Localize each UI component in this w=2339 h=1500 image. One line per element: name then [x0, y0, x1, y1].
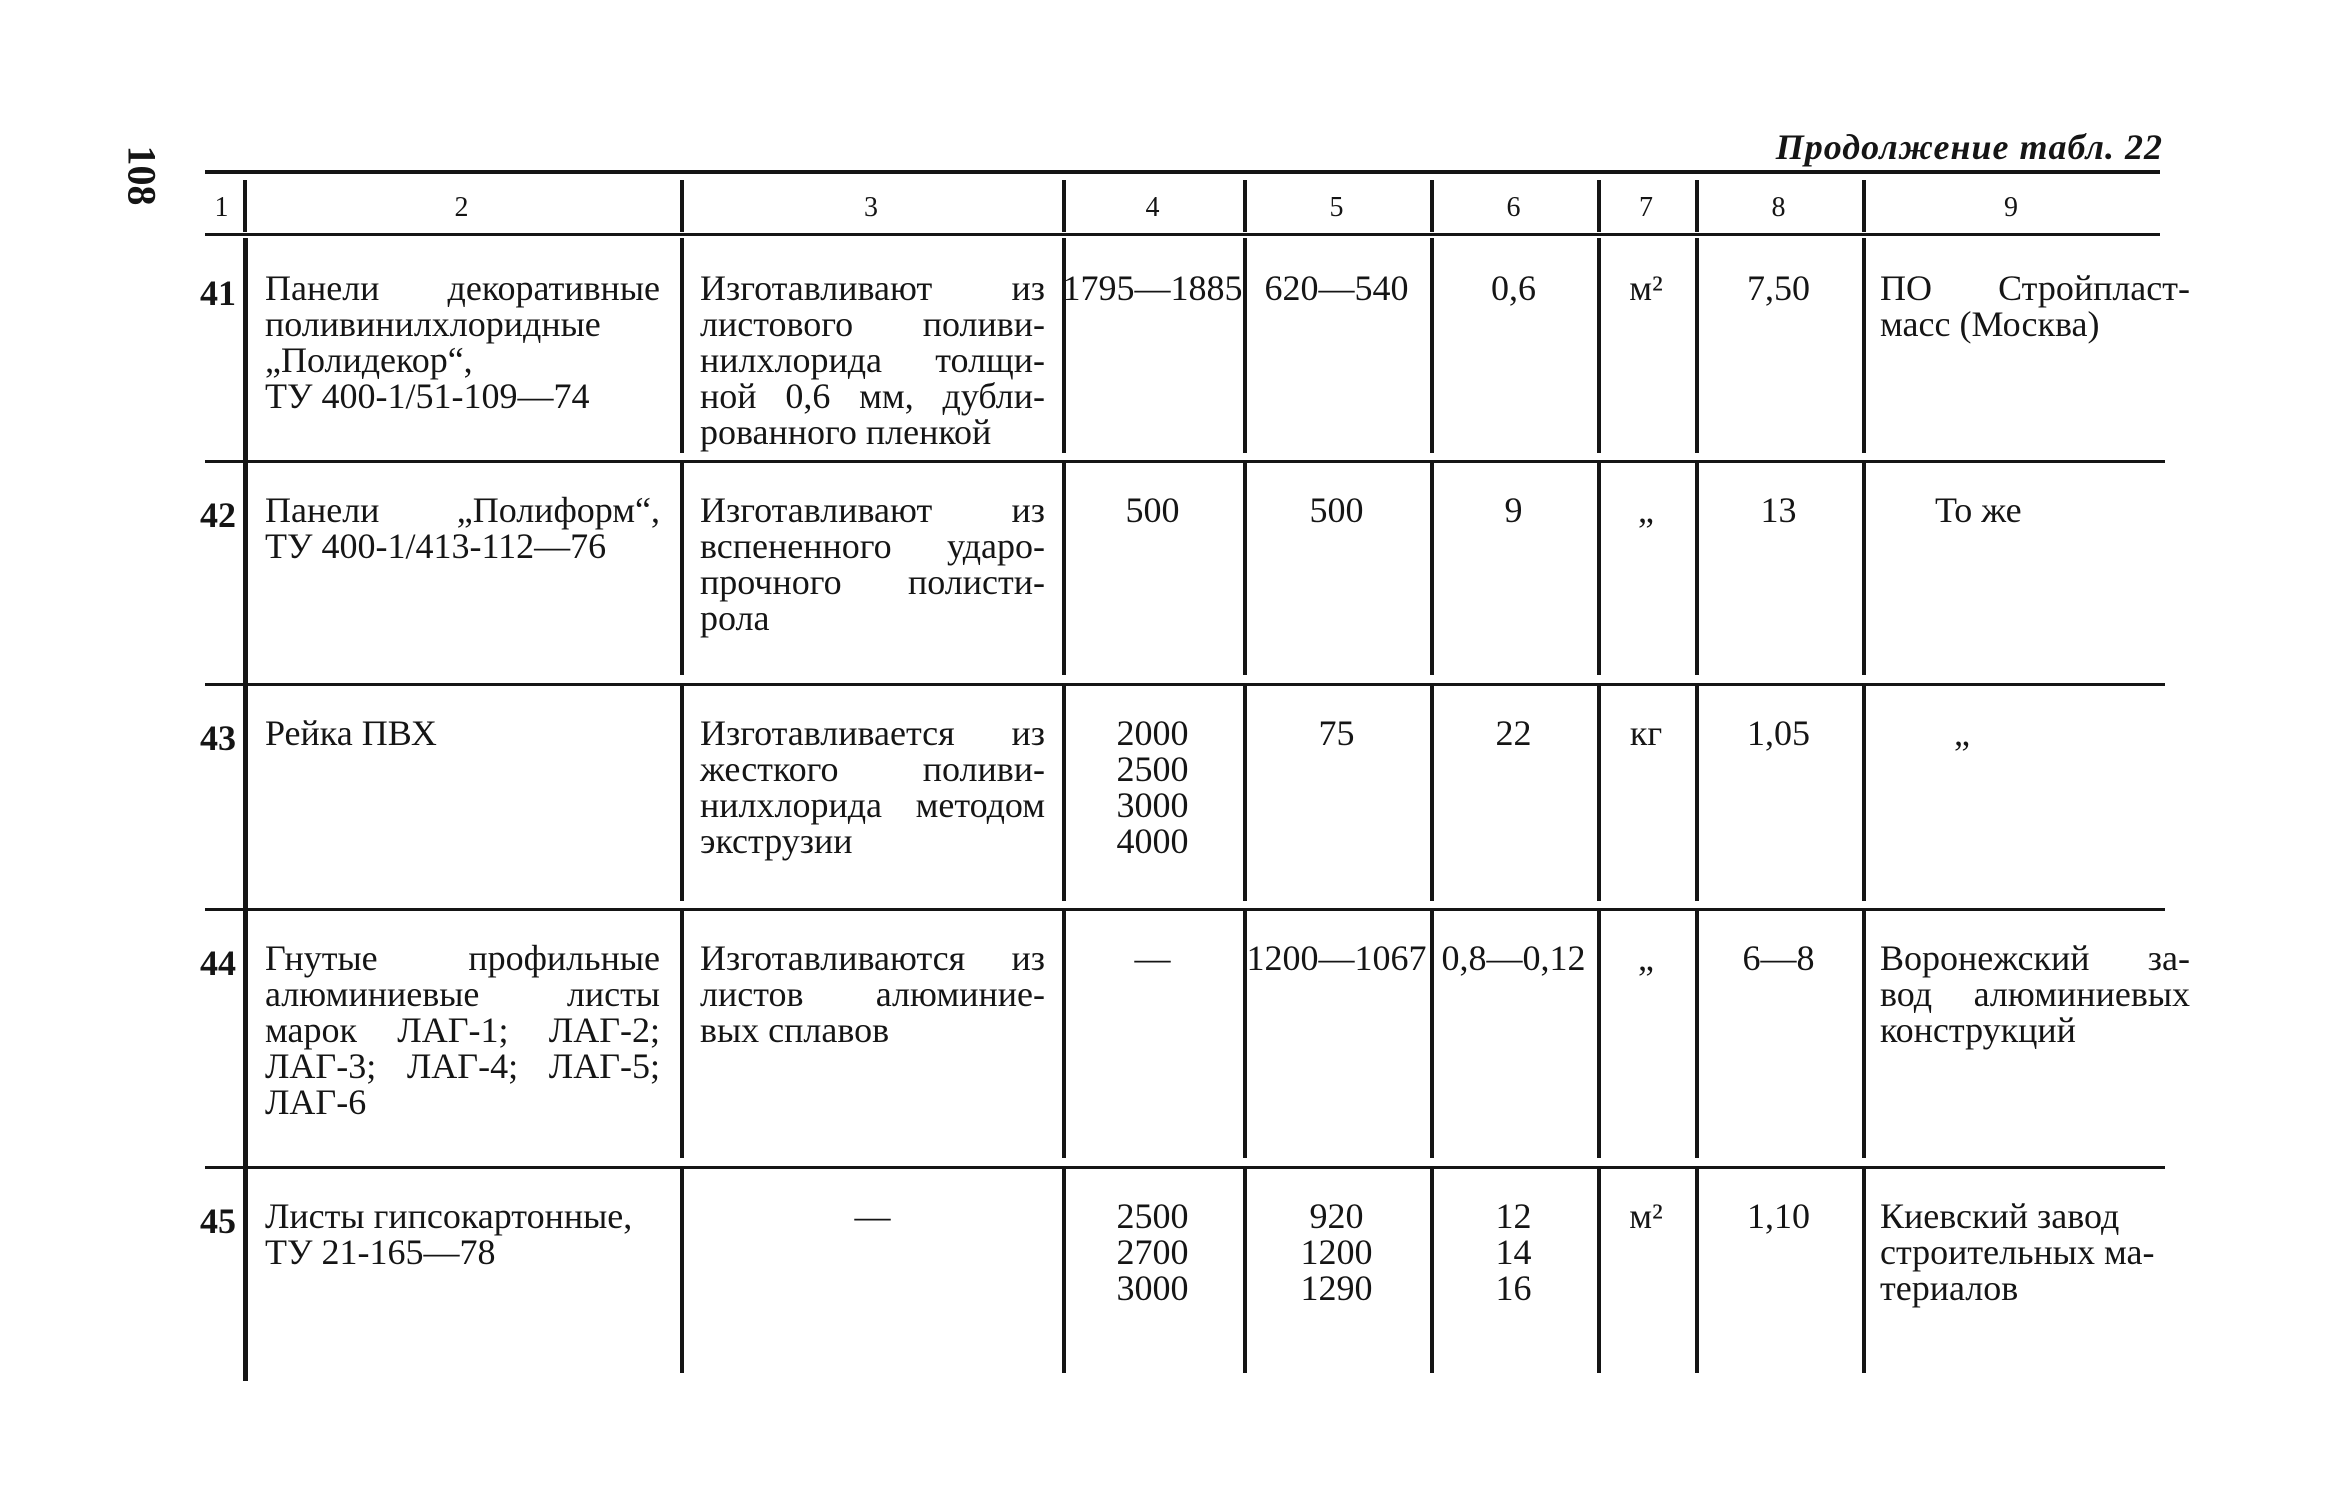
price: 1,05: [1747, 713, 1810, 753]
item-description-line: экструзии: [700, 821, 853, 861]
unit: кг: [1629, 713, 1663, 753]
dimension-length-line: 2500: [1116, 1196, 1189, 1236]
manufacturer-line: ПО Стройпласт-: [1880, 268, 2190, 308]
item-name-line: ТУ 400-1/51-109—74: [265, 376, 590, 416]
row-number: 43: [200, 718, 236, 758]
item-name-line: Панели „Полиформ“,: [265, 490, 660, 530]
dimension-thickness-line: 0,8—0,12: [1441, 938, 1586, 978]
column-divider: [1862, 908, 1866, 1158]
manufacturer-line: териалов: [1880, 1268, 2019, 1308]
dimension-length-line: 500: [1125, 490, 1180, 530]
item-name-line: Гнутые профильные: [265, 938, 660, 978]
column-header-5: 5: [1329, 192, 1344, 223]
dimension-length: [1062, 270, 1243, 306]
dimension-length-line: 3000: [1116, 785, 1189, 825]
dimension-length-line: 4000: [1116, 821, 1189, 861]
row-number: 45: [200, 1201, 236, 1241]
dimension-width-line: 1200: [1300, 1232, 1373, 1272]
dimension-thickness-line: 14: [1495, 1232, 1532, 1272]
item-description: [700, 492, 1045, 636]
column-divider: [243, 908, 248, 1166]
dimension-length-line: 2700: [1116, 1232, 1189, 1272]
dimension-thickness: [1430, 270, 1597, 306]
item-name-line: алюминиевые листы: [265, 974, 660, 1014]
dimension-width: [1243, 1198, 1430, 1306]
dimension-width-line: 1200—1067: [1246, 938, 1427, 978]
item-description-line: прочного полисти-: [700, 562, 1045, 602]
item-description-line: вспененного ударо-: [700, 526, 1045, 566]
table-top-rule: [205, 170, 2160, 174]
unit: м²: [1629, 1196, 1663, 1236]
item-name: [265, 1198, 660, 1270]
column-header-3: 3: [864, 192, 878, 223]
row-number: 44: [200, 943, 236, 983]
column-header-7: 7: [1639, 192, 1653, 223]
price: 6—8: [1742, 938, 1815, 978]
item-description-line: рола: [700, 598, 770, 638]
item-description-line: Изготавливают из: [700, 268, 1045, 308]
row-number: 42: [200, 495, 236, 535]
dimension-thickness: [1430, 940, 1597, 976]
item-name-line: „Полидекор“,: [265, 340, 473, 380]
column-divider: [1862, 238, 1866, 453]
manufacturer: [1880, 940, 2190, 1048]
row-separator: [205, 460, 2165, 463]
column-divider: [680, 238, 684, 453]
page-number: 108: [119, 145, 165, 206]
column-header-9: 9: [2004, 192, 2018, 223]
dimension-thickness-line: 16: [1495, 1268, 1532, 1308]
dimension-length-line: —: [1134, 938, 1171, 978]
item-description: [700, 1198, 1045, 1234]
dimension-width-line: 1290: [1300, 1268, 1373, 1308]
dimension-width-line: 920: [1309, 1196, 1364, 1236]
dimension-length: [1062, 715, 1243, 859]
item-description: [700, 270, 1045, 450]
item-name-line: ТУ 400-1/413-112—76: [265, 526, 607, 566]
dimension-width: [1243, 270, 1430, 306]
header-bottom-rule: [205, 233, 2160, 236]
manufacturer-line: конструкций: [1880, 1010, 2076, 1050]
item-description-line: нилхлорида методом: [700, 785, 1045, 825]
manufacturer-line: вод алюминиевых: [1880, 974, 2190, 1014]
column-divider: [680, 908, 684, 1158]
row-separator: [205, 908, 2165, 911]
dimension-thickness: [1430, 492, 1597, 528]
item-description-line: —: [854, 1196, 891, 1236]
column-header-6: 6: [1506, 192, 1521, 223]
dimension-width-line: 75: [1318, 713, 1355, 753]
dimension-width-line: 500: [1309, 490, 1364, 530]
item-name: [265, 492, 660, 564]
item-name-line: Листы гипсокартонные,: [265, 1196, 633, 1236]
dimension-thickness: [1430, 715, 1597, 751]
row-number: 41: [200, 273, 236, 313]
item-description: [700, 715, 1045, 859]
manufacturer: [1880, 270, 2190, 342]
column-header-1: 1: [214, 192, 229, 223]
item-description-line: рованного пленкой: [700, 412, 992, 452]
dimension-thickness-line: 12: [1495, 1196, 1532, 1236]
dimension-thickness-line: 0,6: [1491, 268, 1536, 308]
dimension-width-line: 620—540: [1264, 268, 1409, 308]
manufacturer: [1935, 492, 2245, 528]
column-divider: [1862, 460, 1866, 675]
item-name: [265, 940, 660, 1120]
column-header-2: 2: [454, 192, 469, 223]
manufacturer-line: То же: [1935, 490, 2022, 530]
item-name-line: марок ЛАГ-1; ЛАГ-2;: [265, 1010, 660, 1050]
item-name-line: Панели декоративные: [265, 268, 660, 308]
item-description-line: листового поливи-: [700, 304, 1045, 344]
unit: „: [1638, 490, 1654, 530]
dimension-length-line: 2500: [1116, 749, 1189, 789]
dimension-length-line: 3000: [1116, 1268, 1189, 1308]
column-divider: [1862, 1166, 1866, 1373]
price: 13: [1760, 490, 1797, 530]
dimension-length-line: 1795—1885: [1062, 268, 1243, 308]
dimension-length-line: 2000: [1116, 713, 1189, 753]
manufacturer: [1880, 1198, 2190, 1306]
item-name-line: ЛАГ-6: [265, 1082, 367, 1122]
item-description-line: ной 0,6 мм, дубли-: [700, 376, 1045, 416]
column-divider: [243, 238, 248, 461]
dimension-thickness: [1430, 1198, 1597, 1306]
table-caption: Продолжение табл. 22: [1775, 127, 2163, 167]
manufacturer-line: Воронежский за-: [1880, 938, 2190, 978]
column-divider: [680, 460, 684, 675]
manufacturer-line: Киевский завод: [1880, 1196, 2120, 1236]
price: 7,50: [1747, 268, 1810, 308]
item-name-line: поливинилхлоридные: [265, 304, 601, 344]
dimension-width: [1243, 715, 1430, 751]
dimension-width: [1243, 940, 1430, 976]
dimension-thickness-line: 22: [1495, 713, 1532, 753]
item-name-line: Рейка ПВХ: [265, 713, 437, 753]
manufacturer: [1862, 715, 2062, 751]
unit: „: [1638, 938, 1654, 978]
dimension-length: [1062, 492, 1243, 528]
unit: м²: [1629, 268, 1663, 308]
item-name-line: ТУ 21-165—78: [265, 1232, 496, 1272]
dimension-length: [1062, 940, 1243, 976]
manufacturer-line: строительных ма-: [1880, 1232, 2155, 1272]
column-header-4: 4: [1145, 192, 1160, 223]
dimension-thickness-line: 9: [1504, 490, 1523, 530]
item-description-line: Изготавливается из: [700, 713, 1045, 753]
item-description-line: листов алюминие-: [700, 974, 1045, 1014]
dimension-length: [1062, 1198, 1243, 1306]
column-divider: [243, 1166, 248, 1381]
item-description-line: Изготавливают из: [700, 490, 1045, 530]
manufacturer-line: „: [1954, 713, 1970, 753]
manufacturer-line: масс (Москва): [1880, 304, 2100, 344]
row-separator: [205, 1166, 2165, 1169]
item-name: [265, 715, 660, 751]
column-divider: [680, 1166, 684, 1373]
price: 1,10: [1747, 1196, 1810, 1236]
item-description-line: жесткого поливи-: [700, 749, 1045, 789]
column-divider: [243, 460, 248, 683]
row-separator: [205, 683, 2165, 686]
column-divider: [243, 683, 248, 909]
item-name: [265, 270, 660, 414]
item-description-line: вых сплавов: [700, 1010, 890, 1050]
item-name-line: ЛАГ-3; ЛАГ-4; ЛАГ-5;: [265, 1046, 660, 1086]
column-header-8: 8: [1771, 192, 1786, 223]
item-description: [700, 940, 1045, 1048]
item-description-line: Изготавливаются из: [700, 938, 1045, 978]
column-divider: [680, 683, 684, 901]
dimension-width: [1243, 492, 1430, 528]
item-description-line: нилхлорида толщи-: [700, 340, 1045, 380]
